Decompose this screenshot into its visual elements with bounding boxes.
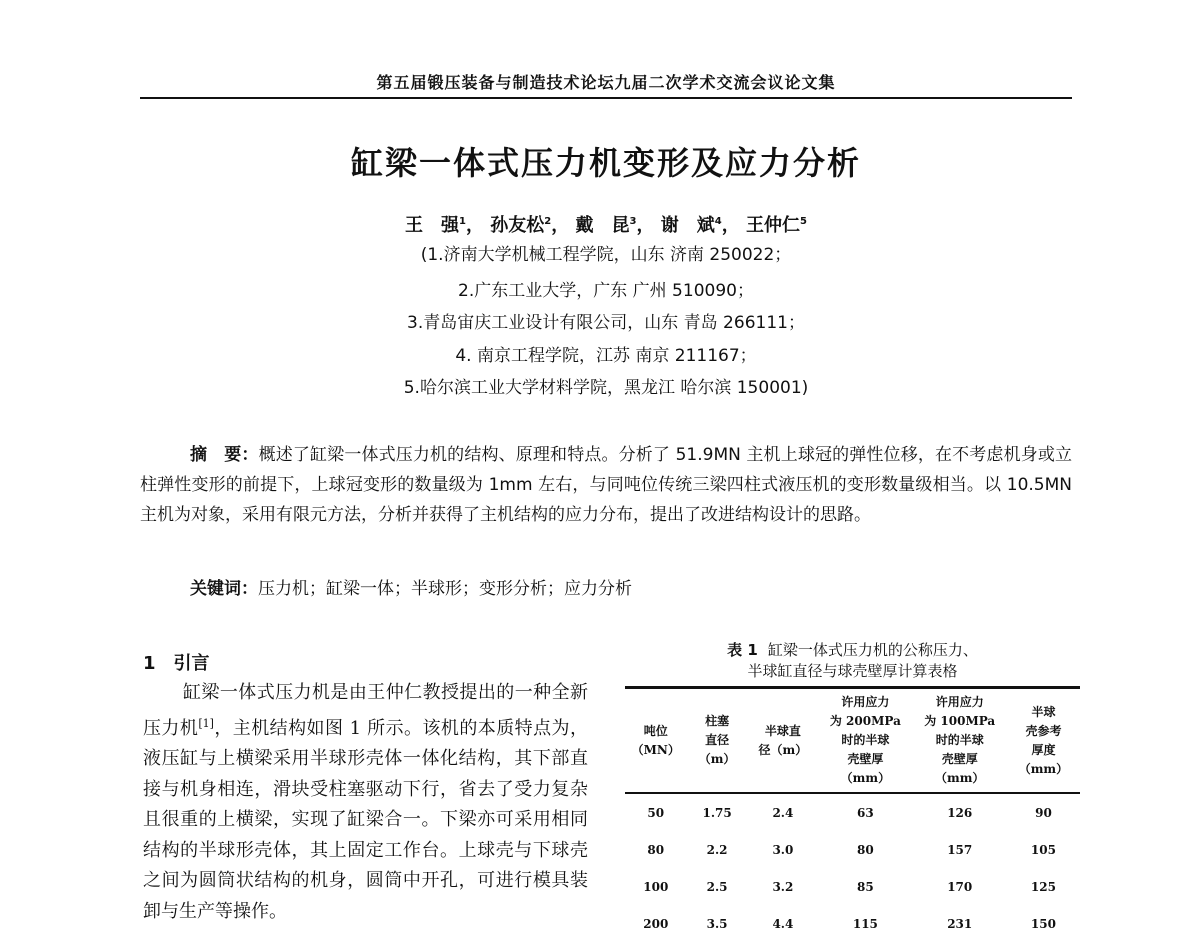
abstract-label: 摘 要：	[190, 445, 259, 465]
keywords-label: 关键词：	[190, 579, 258, 599]
table-caption	[625, 640, 1080, 682]
table-cell: 85	[857, 879, 874, 894]
table-header-row	[625, 688, 1080, 794]
table-cell: 2.2	[706, 842, 728, 857]
column-header-line: （m）	[698, 752, 736, 766]
table-caption-line: 半球缸直径与球壳壁厚计算表格	[747, 662, 958, 680]
affiliation-line: (1.济南大学机械工程学院，山东 济南 250022；	[420, 245, 792, 265]
column-header-line: 吨位	[643, 723, 668, 738]
table-cell: 80	[647, 842, 665, 857]
column-header-line: 壳壁厚	[847, 752, 884, 766]
author-affil-mark: 4	[714, 216, 722, 227]
column-header-line: 许用应力	[935, 695, 984, 709]
column-header	[748, 688, 819, 794]
abstract	[140, 440, 1072, 530]
column-header-line: 半球	[1031, 704, 1056, 719]
author-affil-mark: 3	[629, 216, 637, 227]
column-header-line: （mm）	[1018, 761, 1069, 776]
table-cell: 200	[643, 916, 669, 931]
table-cell: 1.75	[702, 805, 732, 820]
column-header	[625, 688, 687, 794]
author-affil-mark: 1	[459, 216, 466, 227]
body-text-part: 缸梁一体式压力机是由王仲仁教授提出的一种全新压力机	[143, 682, 588, 739]
keywords-text: 压力机；缸梁一体；半球形；变形分析；应力分析	[258, 579, 632, 599]
column-header	[818, 688, 912, 794]
table-cell: 105	[1030, 842, 1056, 857]
table-cell: 3.0	[772, 842, 794, 857]
affiliation-line: 2.广东工业大学，广东 广州 510090；	[458, 281, 754, 301]
column-header-line: 厚度	[1031, 742, 1056, 757]
paper-title: 缸梁一体式压力机变形及应力分析	[350, 144, 861, 182]
column-header-line: 壳参考	[1025, 723, 1062, 738]
column-header	[913, 688, 1007, 794]
table-cell: 150	[1030, 916, 1056, 931]
author-name: 王仲仁	[746, 215, 801, 236]
table-row	[625, 831, 1080, 868]
section-heading: 1 引言	[143, 653, 210, 674]
data-table	[625, 686, 1080, 942]
table-cell: 170	[947, 879, 973, 894]
table-cell: 125	[1030, 879, 1056, 894]
column-header-line: 半球直	[764, 723, 801, 738]
column-header-line: 为 200MPa	[829, 714, 901, 728]
section-body	[143, 678, 588, 927]
running-header: 第五届锻压装备与制造技术论坛九届二次学术交流会议论文集	[376, 73, 836, 92]
affiliation-line: 4. 南京工程学院，江苏 南京 211167；	[455, 346, 757, 366]
column-header-line: 柱塞	[705, 714, 730, 728]
table-row	[625, 793, 1080, 831]
column-header-line: （MN）	[631, 742, 680, 757]
table-row	[625, 868, 1080, 905]
table-cell: 80	[857, 842, 874, 857]
column-header-line: 为 100MPa	[924, 714, 996, 728]
table-cell: 4.4	[772, 916, 794, 931]
column-header-line: 壳壁厚	[941, 752, 978, 766]
column-header-line: （mm）	[935, 771, 985, 785]
table-cell: 115	[852, 916, 878, 931]
table-cell: 157	[947, 842, 973, 857]
column-header-line: 许用应力	[841, 695, 890, 709]
table-cell: 50	[647, 805, 665, 820]
table-cell: 90	[1035, 805, 1052, 820]
table-cell: 126	[947, 805, 973, 820]
table-cell: 63	[857, 805, 874, 820]
table-number: 表 1	[727, 641, 758, 659]
author-affil-mark: 5	[800, 216, 807, 227]
table-cell: 3.5	[706, 916, 728, 931]
keywords	[190, 574, 1070, 599]
author-name: 王 强	[405, 215, 460, 236]
abstract-text: 概述了缸梁一体式压力机的结构、原理和特点。分析了 51.9MN 主机上球冠的弹性位移，在不考虑机身或立柱弹性变形的前提下，上球冠变形的数量级为 1mm 左右，与同吨位传统三梁四柱式液压机的变形数量级相当。以 10.5MN 主机为对象，采用有限元方法，分析并获得了主机结构的应力分布，提出了改进结构设计的思路。	[140, 445, 1073, 525]
column-header-line: 时的半球	[841, 733, 890, 747]
column-header	[687, 688, 748, 794]
citation-ref: [1]	[198, 716, 214, 730]
column-header-line: 直径	[705, 733, 730, 747]
affiliation-line: 3.青岛宙庆工业设计有限公司，山东 青岛 266111；	[407, 313, 805, 333]
column-header-line: （mm）	[840, 771, 891, 785]
column-header-line: 时的半球	[935, 733, 984, 747]
table-cell: 3.2	[772, 879, 794, 894]
author-name: 孙友松	[490, 215, 545, 236]
table-cell: 100	[643, 879, 669, 894]
table-cell: 2.5	[706, 879, 728, 894]
body-text-part: ，主机结构如图 1 所示。该机的本质特点为，液压缸与上横梁采用半球形壳体一体化结构，其下部直接与机身相连，滑块受柱塞驱动下行，省去了受力复杂且很重的上横梁，实现了缸梁合一。下梁亦可采用相同结构的半球形壳体，其上固定工作台。上球壳与下球壳之间为圆筒状结构的机身，圆筒中开孔，可进行模具装卸与生产等操作。	[143, 717, 588, 922]
column-header-line: 径（m）	[758, 742, 808, 757]
table-row	[625, 905, 1080, 942]
author-list: 王 强$^1$， 孙友松$^2$， 戴 昆$^3$， 谢 斌$^4$， 王仲仁$^5$	[405, 215, 807, 236]
table-cell: 2.4	[772, 805, 794, 820]
column-header	[1007, 688, 1080, 794]
author-affil-mark: 2	[544, 216, 552, 227]
author-name: 戴 昆	[575, 215, 630, 236]
header-rule	[140, 97, 1072, 99]
author-name: 谢 斌	[660, 215, 715, 236]
affiliation-line: 5.哈尔滨工业大学材料学院，黑龙江 哈尔滨 150001)	[403, 378, 809, 398]
table-cell: 231	[947, 916, 973, 931]
table-caption-line: 缸梁一体式压力机的公称压力、	[767, 641, 978, 659]
